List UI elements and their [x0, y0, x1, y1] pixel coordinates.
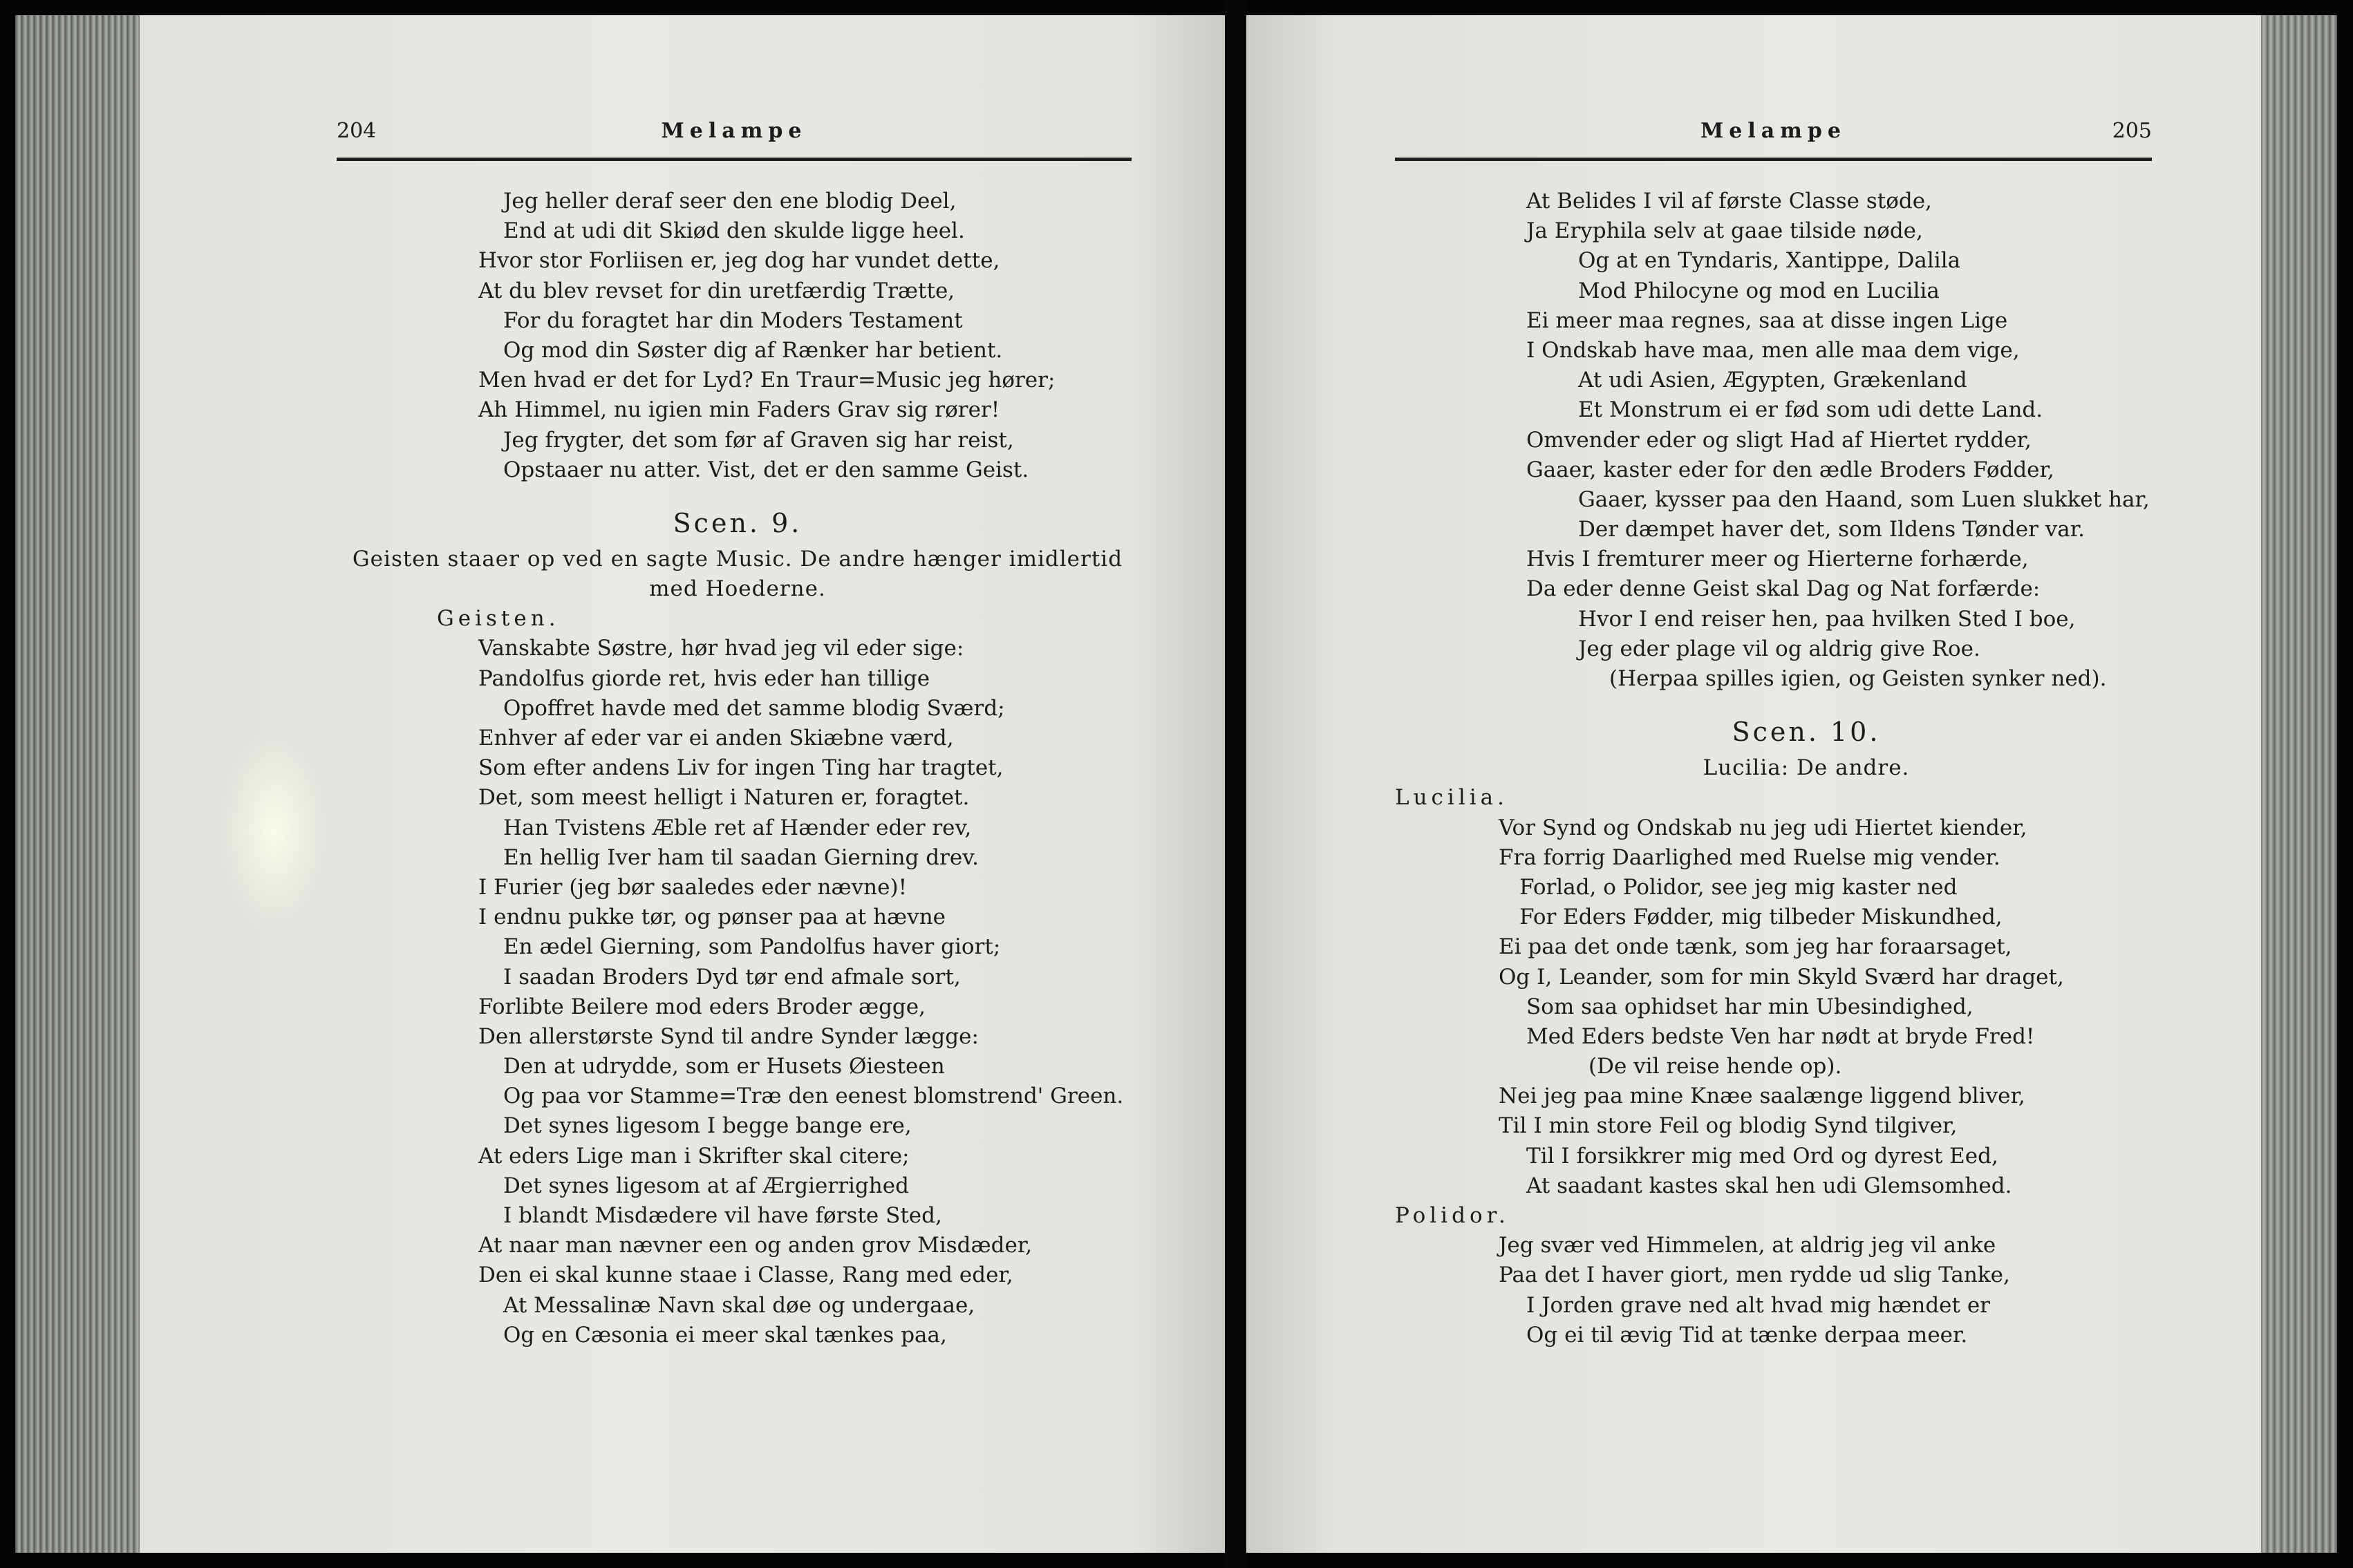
stage-direction: Geisten staaer op ved en sagte Music. De andre hænger imidlertid: [352, 546, 1123, 572]
verse-line: I endnu pukke tør, og pønser paa at hævne: [478, 905, 946, 930]
verse-line: Den ei skal kunne staae i Classe, Rang med eder,: [478, 1263, 1013, 1288]
verse-line: Paa det I haver giort, men rydde ud slig Tanke,: [1499, 1263, 2010, 1288]
page-edges-left: [15, 15, 140, 1553]
verse-line: Pandolfus giorde ret, hvis eder han tillige: [478, 665, 930, 691]
running-title-right: Melampe: [1700, 119, 1846, 143]
verse-line: Der dæmpet haver det, som Ildens Tønder var.: [1578, 517, 2085, 542]
verse-line: Den allerstørste Synd til andre Synder lægge:: [478, 1023, 979, 1049]
verse-line: Fra forrig Daarlighed med Ruelse mig vender.: [1499, 844, 2000, 870]
verse-line: Opstaaer nu atter. Vist, det er den samme Geist.: [503, 457, 1029, 482]
verse-line: Som saa ophidset har min Ubesindighed,: [1526, 994, 1974, 1019]
verse-line: Ei meer maa regnes, saa at disse ingen Lige: [1526, 308, 2008, 333]
verse-line: Og paa vor Stamme=Træ den eenest blomstrend' Green.: [503, 1084, 1124, 1109]
verse-line: Det synes ligesom at af Ærgierrighed: [503, 1173, 909, 1198]
verse-line: At Messalinæ Navn skal døe og undergaae,: [503, 1292, 975, 1318]
verse-line: Jeg frygter, det som før af Graven sig har reist,: [503, 427, 1014, 453]
right-page: [1246, 15, 2337, 1553]
verse-line: Og mod din Søster dig af Rænker har betient.: [503, 337, 1003, 363]
verse-line: Den at udrydde, som er Husets Øiesteen: [503, 1054, 945, 1079]
speaker-name: Polidor.: [1395, 1203, 1510, 1228]
verse-line: Og en Cæsonia ei meer skal tænkes paa,: [503, 1322, 947, 1348]
stage-direction: (De vil reise hende op).: [1588, 1054, 1842, 1079]
verse-line: I Ondskab have maa, men alle maa dem vige,: [1526, 337, 2020, 363]
stage-direction: Lucilia: De andre.: [1703, 755, 1910, 781]
verse-line: Jeg eder plage vil og aldrig give Roe.: [1578, 636, 1980, 661]
verse-line: Hvor I end reiser hen, paa hvilken Sted I boe,: [1578, 606, 2076, 632]
verse-line: Hvor stor Forliisen er, jeg dog har vundet dette,: [478, 248, 1000, 274]
verse-line: Opoffret havde med det samme blodig Sværd;: [503, 695, 1005, 721]
verse-line: Enhver af eder var ei anden Skiæbne værd,: [478, 726, 954, 750]
verse-line: At Belides I vil af første Classe støde,: [1526, 189, 1932, 214]
verse-line: Omvender eder og sligt Had af Hiertet rydder,: [1526, 427, 2032, 453]
verse-line: En hellig Iver ham til saadan Gierning drev.: [503, 844, 979, 870]
verse-line: For du foragtet har din Moders Testament: [503, 308, 963, 333]
verse-line: Og I, Leander, som for min Skyld Sværd har draget,: [1499, 964, 2064, 990]
scene-heading: Scen. 9.: [673, 507, 803, 538]
verse-line: Nei jeg paa mine Knæe saalænge liggend bliver,: [1499, 1084, 2025, 1109]
verse-line: Vanskabte Søstre, hør hvad jeg vil eder sige:: [478, 636, 964, 661]
verse-line: Jeg svær ved Himmelen, at aldrig jeg vil anke: [1499, 1233, 1996, 1258]
verse-line: Ja Eryphila selv at gaae tilside nøde,: [1526, 218, 1923, 244]
verse-line: For Eders Fødder, mig tilbeder Miskundhed,: [1519, 905, 2003, 930]
book-gutter: [1225, 0, 1246, 1568]
verse-line: At eders Lige man i Skrifter skal citere;: [478, 1143, 910, 1169]
verse-line: Og at en Tyndaris, Xantippe, Dalila: [1578, 248, 1961, 274]
verse-line: At naar man nævner een og anden grov Misdæder,: [478, 1233, 1033, 1258]
verse-line: Gaaer, kysser paa den Haand, som Luen slukket har,: [1578, 487, 2150, 512]
verse-line: Vor Synd og Ondskab nu jeg udi Hiertet kiender,: [1499, 815, 2027, 840]
verse-line: Men hvad er det for Lyd? En Traur=Music jeg hører;: [478, 368, 1056, 393]
verse-line: Til I min store Feil og blodig Synd tilgiver,: [1499, 1113, 1958, 1139]
page-number-left: 204: [337, 119, 377, 143]
verse-line: Det, som meest helligt i Naturen er, foragtet.: [478, 785, 970, 811]
verse-line: Da eder denne Geist skal Dag og Nat forfærde:: [1526, 576, 2041, 602]
stage-direction: (Herpaa spilles igien, og Geisten synker ned).: [1609, 666, 2107, 691]
verse-line: End at udi dit Skiød den skulde ligge heel.: [503, 218, 965, 244]
verse-line: Hvis I fremturer meer og Hierterne forhærde,: [1526, 547, 2029, 572]
left-page: [15, 15, 1225, 1553]
verse-line: Et Monstrum ei er fød som udi dette Land.: [1578, 397, 2043, 423]
verse-line: Han Tvistens Æble ret af Hænder eder rev,: [503, 815, 972, 840]
verse-line: Med Eders bedste Ven har nødt at bryde Fred!: [1526, 1023, 2035, 1049]
verse-line: I Jorden grave ned alt hvad mig hændet er: [1526, 1292, 1990, 1318]
verse-line: At saadant kastes skal hen udi Glemsomhed.: [1526, 1173, 2012, 1198]
page-edges-right: [2261, 15, 2337, 1553]
right-page-body: [1395, 187, 2169, 1350]
right-page-header: [1395, 119, 2152, 161]
verse-line: I blandt Misdædere vil have første Sted,: [503, 1203, 942, 1228]
verse-line: Mod Philocyne og mod en Lucilia: [1578, 278, 1940, 303]
verse-line: Ei paa det onde tænk, som jeg har foraarsaget,: [1499, 934, 2012, 960]
verse-line: Til I forsikkrer mig med Ord og dyrest Eed,: [1526, 1143, 1998, 1169]
speaker-name: Lucilia.: [1395, 785, 1508, 811]
verse-line: At du blev revset for din uretfærdig Trætte,: [478, 278, 955, 303]
verse-line: Som efter andens Liv for ingen Ting har tragtet,: [478, 755, 1004, 781]
light-glare: [223, 734, 326, 927]
verse-line: I saadan Broders Dyd tør end afmale sort,: [503, 964, 961, 990]
verse-line: Det synes ligesom I begge bange ere,: [503, 1113, 912, 1139]
verse-line: Jeg heller deraf seer den ene blodig Deel,: [503, 189, 957, 214]
verse-line: Forlad, o Polidor, see jeg mig kaster ned: [1519, 874, 1958, 900]
scene-heading: Scen. 10.: [1732, 717, 1881, 748]
verse-line: En ædel Gierning, som Pandolfus haver giort;: [503, 934, 1001, 960]
left-page-body: [340, 187, 1135, 1350]
verse-line: Gaaer, kaster eder for den ædle Broders Fødder,: [1526, 457, 2054, 482]
verse-line: At udi Asien, Ægypten, Grækenland: [1578, 368, 1967, 393]
left-page-header: [337, 119, 1132, 161]
page-number-right: 205: [2112, 119, 2152, 143]
verse-line: Og ei til ævig Tid at tænke derpaa meer.: [1526, 1322, 1968, 1348]
stage-direction: med Hoederne.: [649, 576, 826, 602]
verse-line: I Furier (jeg bør saaledes eder nævne)!: [478, 874, 908, 900]
verse-line: Ah Himmel, nu igien min Faders Grav sig rører!: [478, 397, 1000, 423]
running-title-left: Melampe: [661, 119, 807, 143]
speaker-name: Geisten.: [437, 606, 560, 632]
verse-line: Forlibte Beilere mod eders Broder ægge,: [478, 994, 926, 1019]
